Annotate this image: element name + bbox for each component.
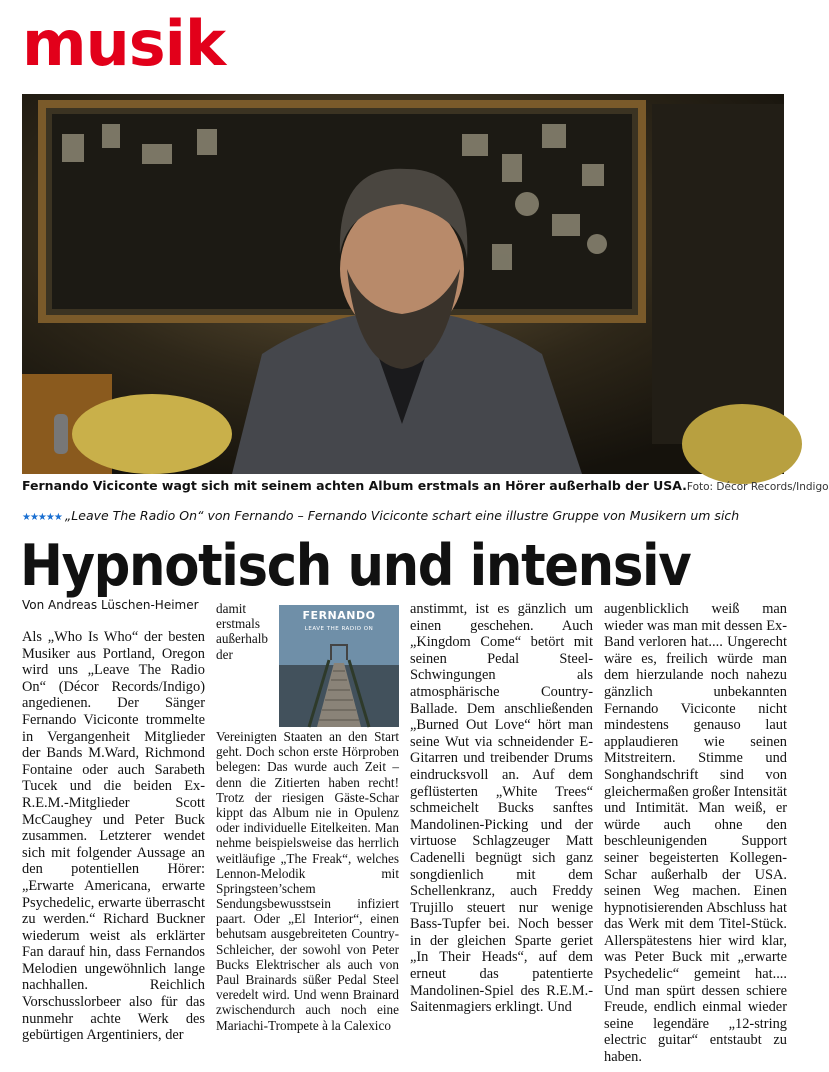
column-text: anstimmt, ist es gänzlich um einen geschehen. Auch „Kingdom Come“ betört mit seinen Pedal Steel-Schwingungen als atmosphärische Country-Ballade. Dem anschließenden „Burned Out Love“ hört man seine Wut via schneidender E-Gitarren und treibender Drums eindrucksvoll an. Auf dem geflüsterten „White Trees“ schmeichelt Bucks sanftes Mandolinen-Picking und der virtuose Schlagzeuger Matt Cadenelli begnügt sich ganz songdienlich mit dem Schellenkranz, auch Freddy Trujillo steuert nur wenige Bass-Tupfer bei. Noch besser in der gleichen Sparte geriet „In Their Heads“, auf dem erneut das patentierte Mandolinen-Spiel des R.E.M.-Saitenmagiers erklingt. Und xyxy=(410,601,593,1016)
rating-stars-icon: ★★★★★ xyxy=(22,512,62,523)
column-text: damit erstmals außerhalb der Vereinigten Staaten an den Start geht. Doch schon erste Hörproben belegen: Das wurde auch Zeit – denn die Zitierten haben recht! Trotz der riesigen Gäste-Schar kippt das Album nie in Opulenz oder individuelle Eitelkeiten. Man nehme beispielsweise das herrlich weitläufige „The Freak“, welches Lennon-Melodik mit Springsteen’schem Sendungsbewusstsein infiziert paart. Oder „El Interior“, einen behutsam ausgebreiteten Country-Schleicher, der sowohl von Peter Bucks Elektrischer als auch von Paul Brainards süßer Pedal Steel veredelt wird. Und wenn Brainard zwischendurch auch noch eine Mariachi-Trompete à la Calexico xyxy=(216,601,399,1033)
article-column-3 xyxy=(410,601,593,1016)
kicker-text: „Leave The Radio On“ von Fernando – Fernando Viciconte schart eine illustre Gruppe von Musikern um sich xyxy=(64,508,740,523)
article-photo xyxy=(22,94,784,474)
album-cover-image xyxy=(279,605,399,727)
column-text: Als „Who Is Who“ der besten Musiker aus Portland, Oregon wird uns „Leave The Radio On“ (Décor Records/Indigo) angedienen. Der Sänger Fernando Viciconte trommelte in Vergangenheit Mitglieder der Bands M.Ward, Richmond Fontaine oder auch Sarabeth Tucek und die beiden Ex-R.E.M.-Mitglieder Scott McCaughey und Peter Buck zusammen. Letzterer wendet sich mit folgender Aussage an den potentiellen Hörer: „Erwarte Americana, erwarte Psychedelic, erwarte überrascht zu werden.“ Richard Buckner wiederum weist als erklärter Fan darauf hin, dass Fernandos Melodien ungewöhnlich lange nachhallen. Reichlich Vorschusslorbeer also für das nunmehr achte Werk des gebürtigen Argentiniers, der xyxy=(22,629,205,1044)
portrait-photo-icon xyxy=(22,94,784,474)
article-column-1 xyxy=(22,629,205,1044)
headline: Hypnotisch und intensiv xyxy=(20,533,691,599)
kicker-line xyxy=(22,508,739,523)
photo-credit: Foto: Décor Records/Indigo xyxy=(686,481,829,493)
section-title: musik xyxy=(22,7,226,80)
album-artist: FERNANDO xyxy=(302,609,376,622)
photo-caption-row xyxy=(22,478,829,496)
article-column-4 xyxy=(604,601,787,1066)
album-title: LEAVE THE RADIO ON xyxy=(304,626,374,632)
column-text: augenblicklich weiß man wieder was man mit dessen Ex-Band verloren hat.... Ungerecht wäre es, freilich würde man dem hierzulande noch nahezu gänzlich unbekannten Fernando Viciconte nicht mindestens genauso laut applaudieren wie seinen Mitstreitern. Stimme und Songhandschrift sind von gleichermaßen großer Intensität und Intimität. Man weiß, er würde auch ohne den beschleunigenden Support seiner begeisterten Kollegen-Schar außerhalb der USA. seinen Weg machen. Einen hypnotisierenden Abschluss hat das Werk mit dem Titel-Stück. Allerspätestens hier wird klar, was Peter Buck mit „erwarte Psychedelic“ gemeint hat.... Und man spürt dessen schiere Freude, endlich einmal wieder seine legendäre „12-string electric guitar“ entstaubt zu haben. xyxy=(604,601,788,1066)
byline: Von Andreas Lüschen-Heimer xyxy=(22,598,199,612)
photo-caption: Fernando Viciconte wagt sich mit seinem achten Album erstmals an Hörer außerhalb der USA. xyxy=(22,478,687,493)
article-column-2 xyxy=(216,601,399,1033)
